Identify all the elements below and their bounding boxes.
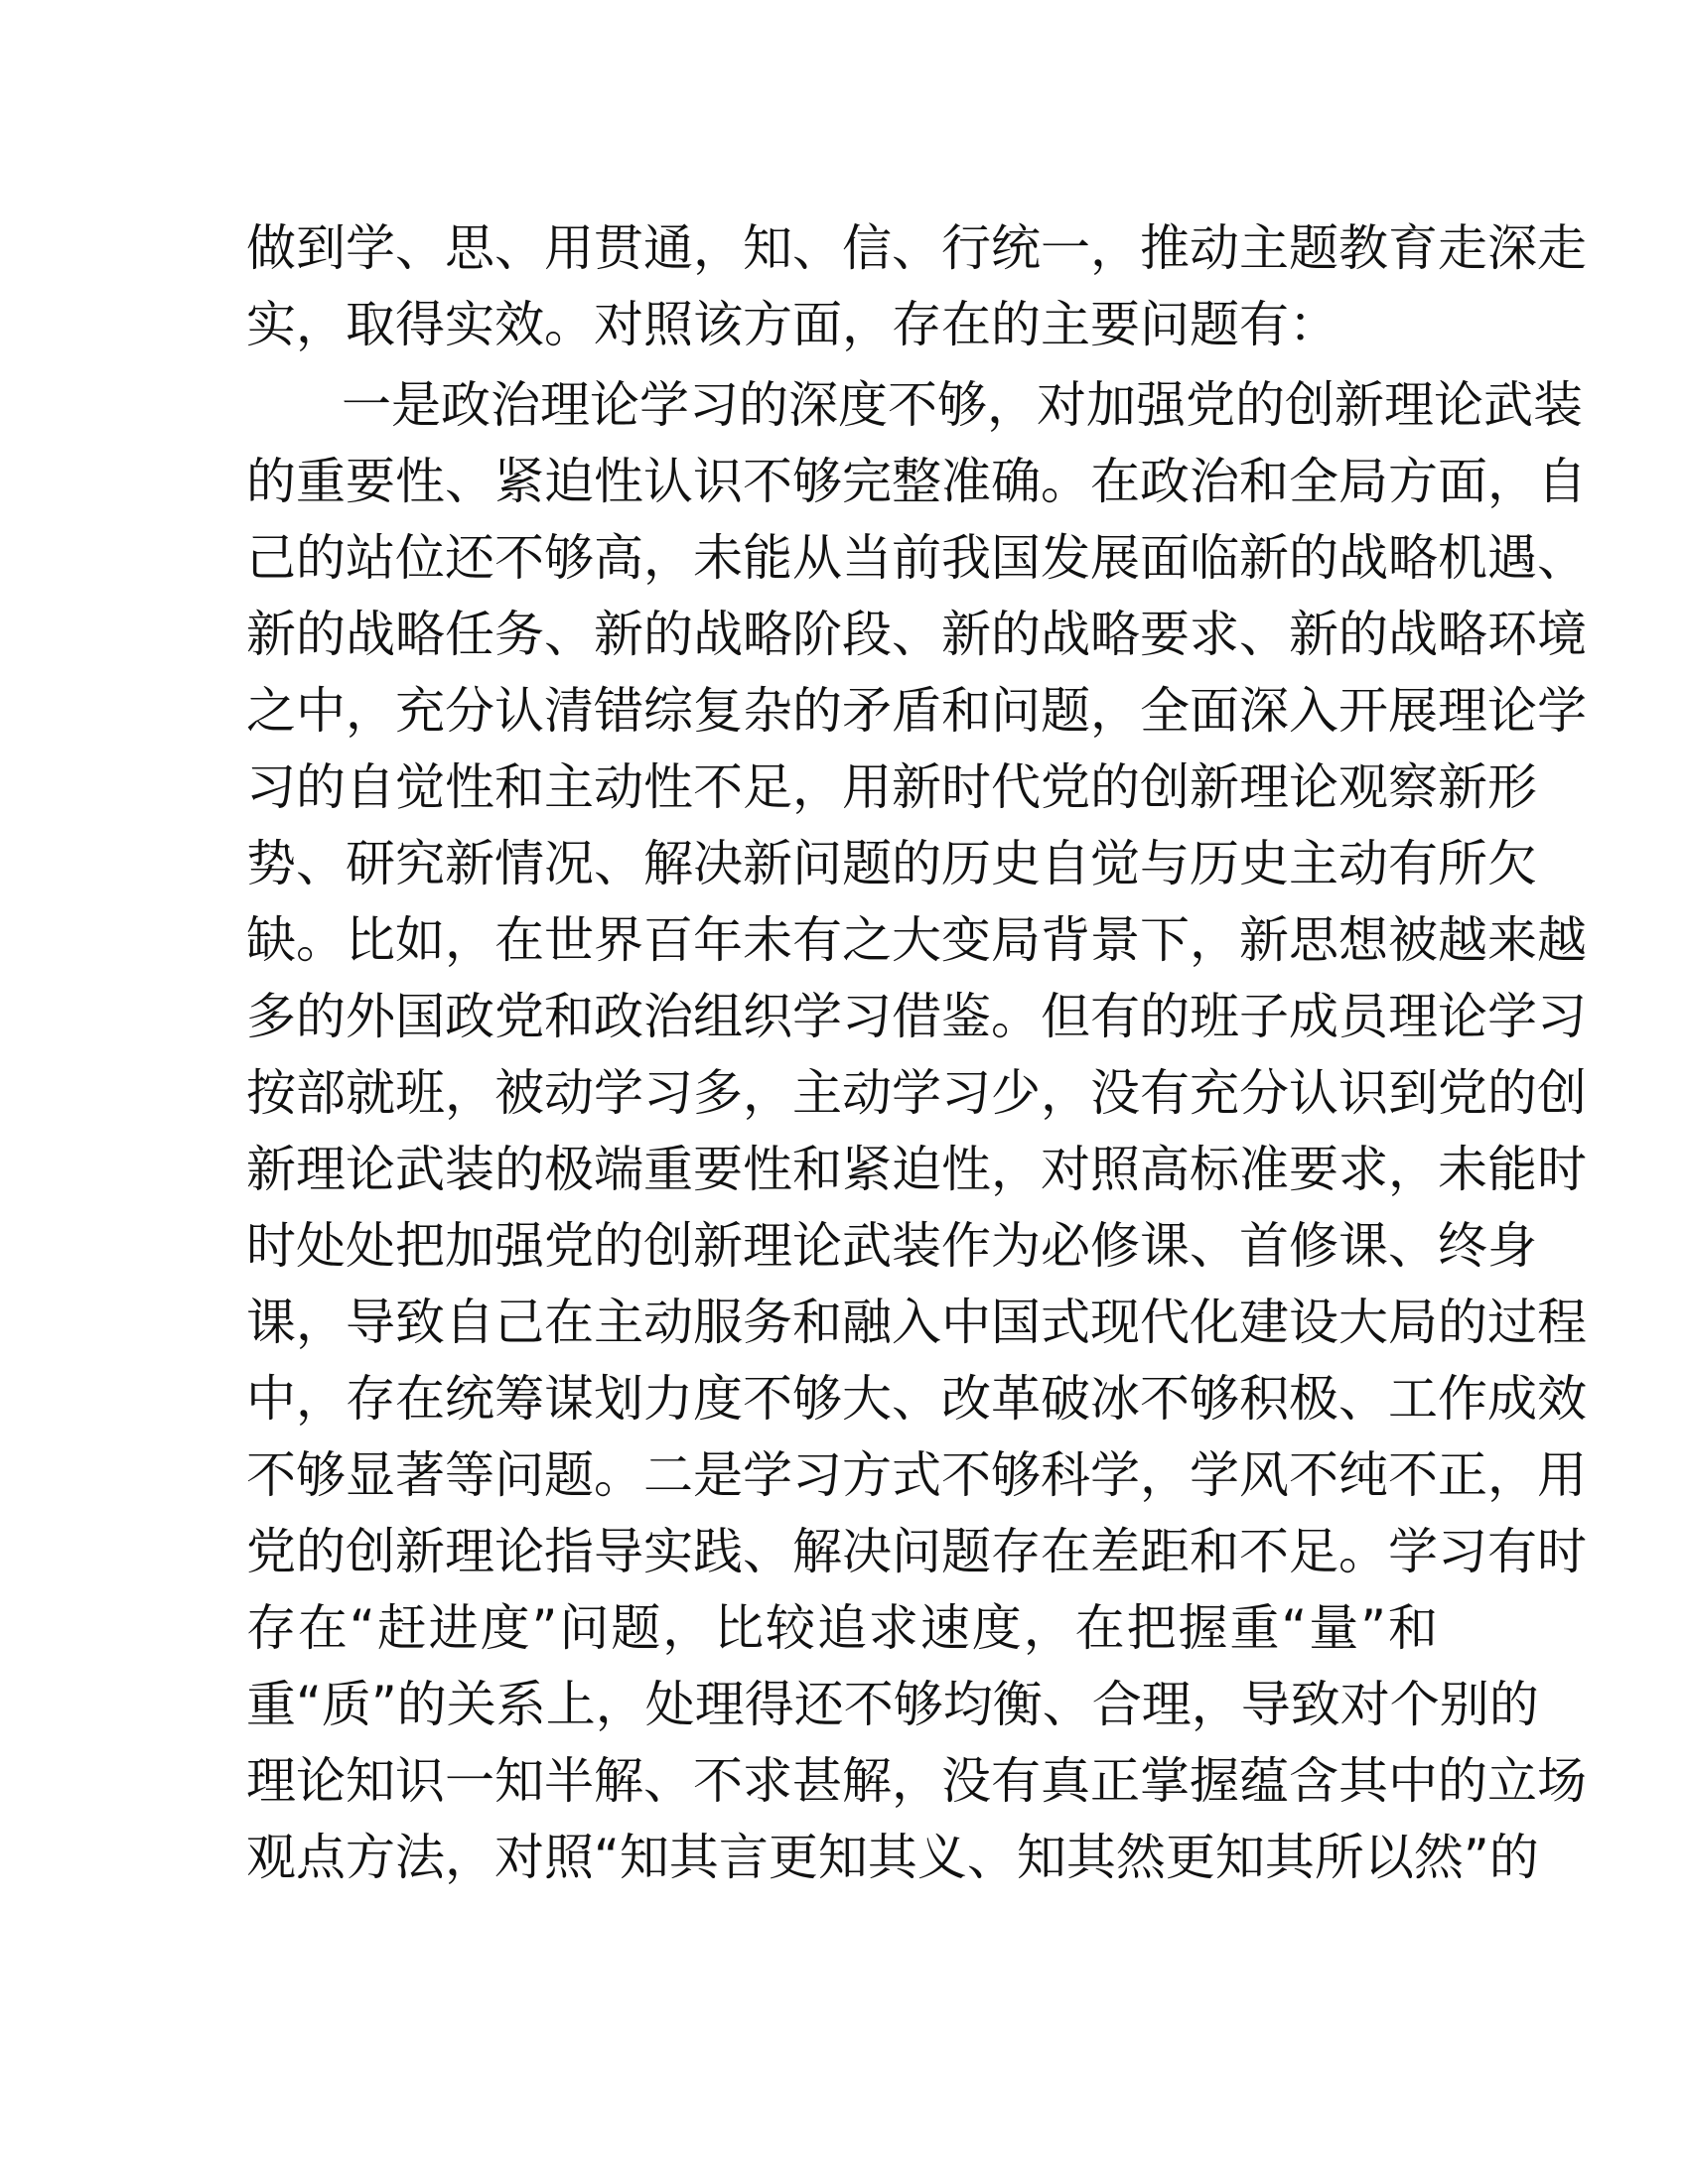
text-line: 之中，充分认清错综复杂的矛盾和问题，全面深入开展理论学	[246, 682, 1587, 740]
text-line: 势、研究新情况、解决新问题的历史自觉与历史主动有所欠	[246, 835, 1537, 892]
text-line: 多的外国政党和政治组织学习借鉴。但有的班子成员理论学习	[246, 988, 1587, 1045]
body-text	[246, 210, 1587, 1896]
text-line: 己的站位还不够高，未能从当前我国发展面临新的战略机遇、	[246, 529, 1587, 587]
text-line: 实，取得实效。对照该方面，存在的主要问题有：	[246, 296, 1338, 353]
text-line: 不够显著等问题。二是学习方式不够科学，学风不纯不正，用	[246, 1446, 1587, 1504]
text-line: 的重要性、紧迫性认识不够完整准确。在政治和全局方面，自	[246, 453, 1587, 510]
text-line: 新的战略任务、新的战略阶段、新的战略要求、新的战略环境	[246, 606, 1587, 663]
text-line: 一是政治理论学习的深度不够，对加强党的创新理论武装	[342, 376, 1583, 434]
text-line: 缺。比如，在世界百年未有之大变局背景下，新思想被越来越	[246, 911, 1587, 969]
text-line: 做到学、思、用贯通，知、信、行统一，推动主题教育走深走	[246, 219, 1587, 277]
text-line: 新理论武装的极端重要性和紧迫性，对照高标准要求，未能时	[246, 1141, 1587, 1198]
text-line: 中，存在统筹谋划力度不够大、改革破冰不够积极、工作成效	[246, 1370, 1587, 1428]
text-line: 党的创新理论指导实践、解决问题存在差距和不足。学习有时	[246, 1523, 1587, 1580]
paragraph-2	[246, 367, 1587, 1896]
text-line: 观点方法，对照“知其言更知其义、知其然更知其所以然”的	[246, 1829, 1539, 1886]
text-line: 重“质”的关系上，处理得还不够均衡、合理，导致对个别的	[246, 1676, 1539, 1733]
text-line: 理论知识一知半解、不求甚解，没有真正掌握蕴含其中的立场	[246, 1752, 1587, 1810]
text-line: 习的自觉性和主动性不足，用新时代党的创新理论观察新形	[246, 758, 1537, 816]
text-line: 时处处把加强党的创新理论武装作为必修课、首修课、终身	[246, 1217, 1537, 1275]
text-line: 按部就班，被动学习多，主动学习少，没有充分认识到党的创	[246, 1064, 1587, 1122]
text-line: 课，导致自己在主动服务和融入中国式现代化建设大局的过程	[246, 1294, 1587, 1351]
text-line: 存在“赶进度”问题，比较追求速度，在把握重“量”和	[246, 1599, 1438, 1657]
paragraph-1	[246, 210, 1587, 363]
